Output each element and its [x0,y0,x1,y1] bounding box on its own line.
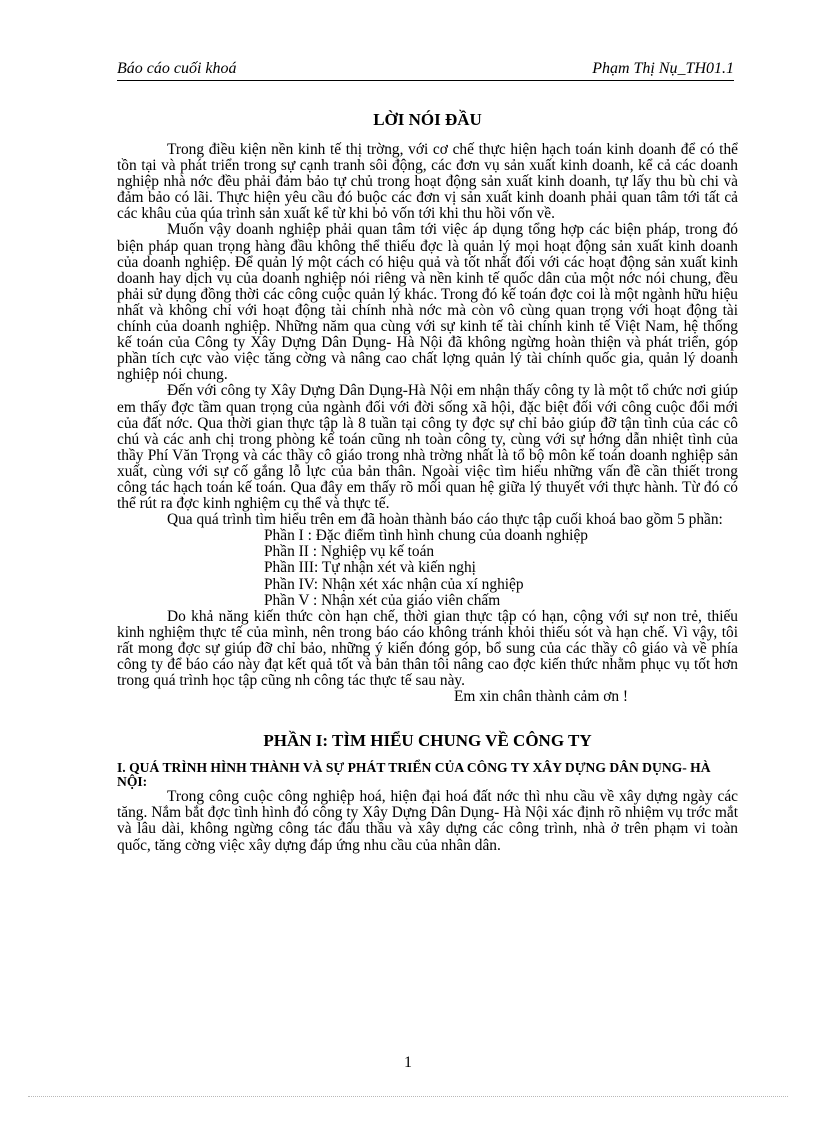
intro-paragraph-1: Trong điều kiện nền kinh tế thị trờng, với cơ chế thực hiện hạch toán kinh doanh để có thể tồn tại và phát triển trong sự cạnh tranh sôi động, các đơn vụ sản xuất kinh doanh, kể cả các doanh nghiệp nhà nớc đều phải đảm bảo tự chủ trong hoạt động sản xuất kinh doanh, tự lấy thu bù chi và đảm bảo có lãi. Thực hiện yêu cầu đó buộc các đơn vị sản xuất kinh doanh phải quan tâm tới tất cả các khâu của qúa trình sản xuất kể từ khi bỏ vốn tới khi thu hồi vốn về. [117,141,738,223]
intro-paragraph-4: Qua quá trình tìm hiểu trên em đã hoàn thành báo cáo thực tập cuối khoá bao gồm 5 phần: [167,511,723,529]
parts-list-item: Phần I : Đặc điểm tình hình chung của doanh nghiệp [264,527,588,545]
page-content [117,110,738,854]
thanks-line: Em xin chân thành cảm ơn ! [454,688,628,706]
intro-title: LỜI NÓI ĐẦU [373,110,482,129]
intro-closing-paragraph: Do khả năng kiến thức còn hạn chế, thời gian thực tập có hạn, cộng với sự non trẻ, thiếu kinh nghiệm thực tế của mình, nên trong báo cáo không tránh khỏi thiếu sót và hạn chế. Vì vậy, tôi rất mong đợc sự giúp đỡ chỉ bảo, những ý kiến đóng góp, bổ sung của các thầy cô giáo và về phía công ty để báo cáo này đạt kết quả tốt và bản thân tôi nâng cao đợc kiến thức nhằm phục vụ tốt hơn trong quá trình học tập cũng nh công tác thực tế sau này. [117,607,738,690]
header-author: Phạm Thị Nụ_TH01.1 [592,60,734,77]
parts-list-item: Phần IV: Nhận xét xác nhận của xí nghiệp [264,575,524,593]
intro-paragraph-2: Muốn vậy doanh nghiệp phải quan tâm tới việc áp dụng tổng hợp các biện pháp, trong đó biện pháp quan trọng hàng đầu không thể thiếu đợc là quản lý mọi hoạt động sản xuất kinh doanh của doanh nghiệp. Để quản lý một cách có hiệu quả và tốt nhất đối với các hoạt động sản xuất kinh doanh hay dịch vụ của doanh nghiệp nói riêng và nền kinh tế quốc dân của một nớc nói chung, đều phải sử dụng đồng thời các công cuộc quản lý khác. Trong đó kế toán đợc coi là một ngành hữu hiệu nhất và không chỉ với hoạt động tài chính nhà nớc mà còn vô cùng quan trọng với hoạt động tài chính của doanh nghiệp. Những năm qua cùng với sự kinh tế tài chính kinh tế Việt Nam, hệ thống kế toán của Công ty Xây Dựng Dân Dụng- Hà Nội đã không ngừng hoàn thiện và phát triển, góp phần tích cực vào việc tăng cờng và nâng cao chất lợng quản lý tài chính quốc gia, quản lý doanh nghiệp nói chung. [117,221,738,384]
part1-paragraph: Trong công cuộc công nghiệp hoá, hiện đại hoá đất nớc thì nhu cầu về xây dựng ngày các tăng. Nắm bắt đợc tình hình đó công ty Xây Dựng Dân Dụng- Hà Nội xác định rõ nhiệm vụ trớc mắt và lâu dài, không ngừng công tác đấu thầu và xây dựng các công trình, nhà ở trên phạm vi toàn quốc, tăng cờng việc xây dựng đáp ứng nhu cầu của nhân dân. [117,788,738,854]
parts-list-item: Phần III: Tự nhận xét và kiến nghị [264,559,476,577]
part1-title: PHẦN I: TÌM HIỂU CHUNG VỀ CÔNG TY [263,731,592,751]
parts-list-item: Phần II : Nghiệp vụ kế toán [264,543,435,561]
page-number: 1 [404,1054,412,1071]
intro-paragraph-3: Đến với công ty Xây Dựng Dân Dụng-Hà Nội em nhận thấy công ty là một tổ chức nơi giúp em thấy đợc tầm quan trọng của ngành đối với đời sống xã hội, đặc biệt đối với công cuộc đổi mới của đất nớc. Qua thời gian thực tập là 8 tuần tại công ty đợc sự chỉ bảo giúp đỡ tận tình của các cô chú và các anh chị trong phòng kế toán cũng nh toàn công ty, cùng với sự hớng dẫn nhiệt tình của thầy Phí Văn Trọng và các thầy cô giáo trong nhà trờng nhất là tổ bộ môn kế toán doanh nghiệp sản xuất, cùng với sự cố gắng lỗ lực của bản thân. Ngoài việc tìm hiểu những vấn đề cần thiết trong công tác hạch toán kế toán. Qua đây em thấy rõ mối quan hệ giữa lý thuyết với thực hành. Từ đó có thể rút ra đợc kinh nghiệm cụ thể và thực tế. [117,382,738,513]
page-bottom-divider [28,1096,788,1097]
section-title: I. QUÁ TRÌNH HÌNH THÀNH VÀ SỰ PHÁT TRIỂN CỦA CÔNG TY XÂY DỰNG DÂN DỤNG- HÀ NỘI: [117,760,711,790]
parts-list [117,528,738,608]
page-header [117,58,734,81]
parts-list-item: Phần V : Nhận xét của giáo viên chấm [264,591,501,609]
header-report-title: Báo cáo cuối khoá [117,60,237,77]
